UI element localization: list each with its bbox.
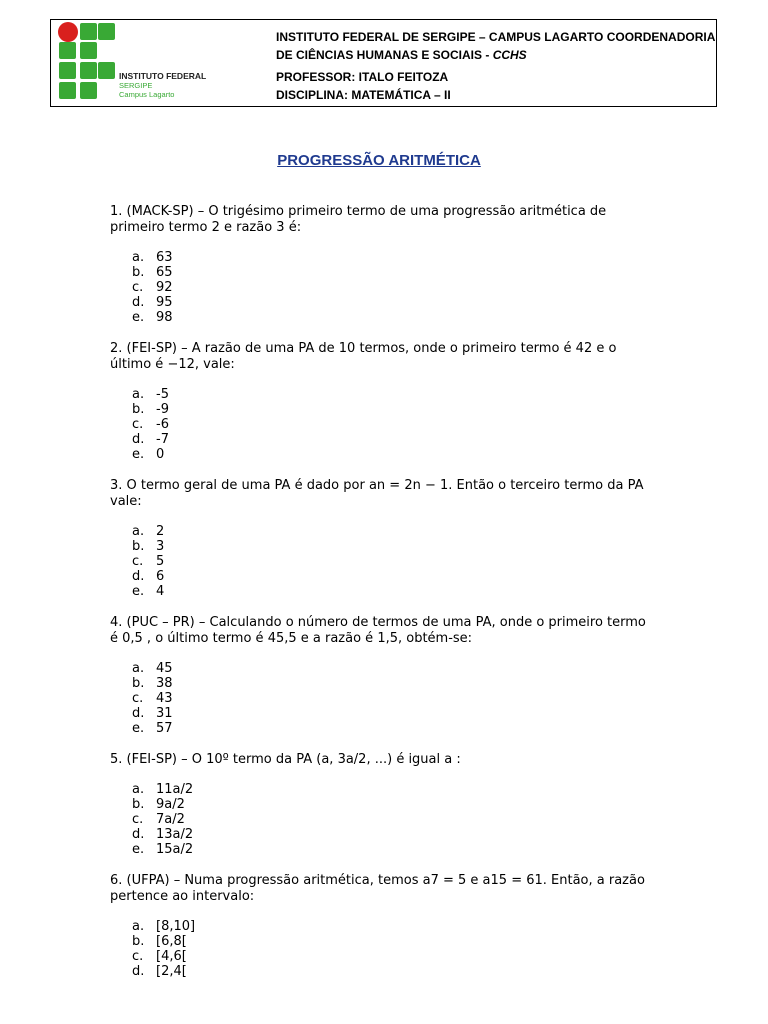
logo-text-state: SERGIPE	[119, 81, 153, 90]
option-value: 95	[156, 295, 173, 310]
option-letter: b.	[132, 797, 145, 812]
option-letter: c.	[132, 417, 144, 432]
department-abbreviation: CCHS	[492, 48, 527, 62]
logo-square	[59, 42, 76, 59]
professor-name: PROFESSOR: ITALO FEITOZA	[276, 70, 449, 84]
header-text-block	[276, 28, 716, 104]
option-letter: c.	[132, 812, 144, 827]
logo-square	[80, 23, 97, 40]
option-value: -7	[156, 432, 169, 447]
option-value: -9	[156, 402, 169, 417]
answer-option	[132, 447, 670, 462]
institution-name: INSTITUTO FEDERAL DE SERGIPE – CAMPUS LAGARTO COORDENADORIA	[276, 30, 716, 44]
logo-square	[80, 42, 97, 59]
question-statement	[110, 873, 670, 905]
option-letter: d.	[132, 827, 145, 842]
option-letter: d.	[132, 295, 145, 310]
option-value: 31	[156, 706, 173, 721]
option-letter: d.	[132, 432, 145, 447]
answer-option	[132, 569, 670, 584]
logo-square	[98, 62, 115, 79]
logo-square	[80, 62, 97, 79]
document-title: PROGRESSÃO ARITMÉTICA	[277, 152, 481, 169]
answer-option	[132, 265, 670, 280]
logo-square	[59, 82, 76, 99]
logo-square	[59, 62, 76, 79]
option-value: 11a/2	[156, 782, 194, 797]
option-value: 63	[156, 250, 173, 265]
question-text-line: último é −12, vale:	[110, 357, 235, 372]
option-value: [6,8[	[156, 934, 187, 949]
option-value: 15a/2	[156, 842, 194, 857]
answer-option	[132, 539, 670, 554]
logo-red-dot	[58, 22, 78, 42]
questions-list	[110, 204, 670, 995]
option-letter: e.	[132, 721, 145, 736]
option-letter: e.	[132, 584, 145, 599]
option-letter: e.	[132, 842, 145, 857]
option-letter: d.	[132, 569, 145, 584]
answer-option	[132, 250, 670, 265]
answer-options	[110, 250, 670, 325]
answer-option	[132, 584, 670, 599]
option-letter: c.	[132, 280, 144, 295]
question-statement	[110, 615, 670, 647]
option-letter: c.	[132, 691, 144, 706]
answer-option	[132, 402, 670, 417]
option-value: 7a/2	[156, 812, 185, 827]
answer-option	[132, 934, 670, 949]
question-text-line: é 0,5 , o último termo é 45,5 e a razão é 1,5, obtém-se:	[110, 631, 473, 646]
option-value: -6	[156, 417, 169, 432]
answer-option	[132, 387, 670, 402]
option-letter: a.	[132, 387, 145, 402]
option-letter: e.	[132, 310, 145, 325]
answer-option	[132, 310, 670, 325]
option-value: 9a/2	[156, 797, 185, 812]
question-text-line: 6. (UFPA) – Numa progressão aritmética, temos a7 = 5 e a15 = 61. Então, a razão	[110, 873, 645, 888]
option-letter: b.	[132, 265, 145, 280]
option-letter: b.	[132, 539, 145, 554]
answer-option	[132, 827, 670, 842]
option-letter: b.	[132, 934, 145, 949]
answer-options	[110, 524, 670, 599]
question-text-line: 4. (PUC – PR) – Calculando o número de termos de uma PA, onde o primeiro termo	[110, 615, 646, 630]
option-letter: a.	[132, 661, 145, 676]
option-value: 65	[156, 265, 173, 280]
option-value: 0	[156, 447, 165, 462]
question-statement	[110, 204, 670, 236]
logo-text-campus: Campus Lagarto	[119, 90, 175, 99]
question-text-line: 2. (FEI-SP) – A razão de uma PA de 10 termos, onde o primeiro termo é 42 e o	[110, 341, 617, 356]
logo-text-institute: INSTITUTO FEDERAL	[119, 71, 207, 81]
option-letter: d.	[132, 964, 145, 979]
option-letter: a.	[132, 524, 145, 539]
option-value: 6	[156, 569, 165, 584]
question-text-line: 5. (FEI-SP) – O 10º termo da PA (a, 3a/2, ...) é igual a :	[110, 752, 461, 767]
answer-options	[110, 782, 670, 857]
answer-option	[132, 797, 670, 812]
answer-option	[132, 554, 670, 569]
answer-options	[110, 919, 670, 979]
institution-logo	[58, 21, 208, 105]
question-text-line: 3. O termo geral de uma PA é dado por an = 2n − 1. Então o terceiro termo da PA	[110, 478, 644, 493]
question-text-line: 1. (MACK-SP) – O trigésimo primeiro termo de uma progressão aritmética de	[110, 204, 607, 219]
option-letter: b.	[132, 676, 145, 691]
question-statement	[110, 752, 670, 768]
answer-option	[132, 964, 670, 979]
document-header	[50, 19, 717, 107]
answer-option	[132, 280, 670, 295]
option-letter: a.	[132, 919, 145, 934]
option-letter: c.	[132, 554, 144, 569]
question-statement	[110, 341, 670, 373]
answer-option	[132, 417, 670, 432]
option-value: 4	[156, 584, 165, 599]
option-value: [4,6[	[156, 949, 187, 964]
option-letter: e.	[132, 447, 145, 462]
option-value: 43	[156, 691, 173, 706]
answer-option	[132, 812, 670, 827]
option-value: 13a/2	[156, 827, 194, 842]
option-value: 38	[156, 676, 173, 691]
answer-options	[110, 661, 670, 736]
answer-option	[132, 721, 670, 736]
answer-option	[132, 661, 670, 676]
logo-square	[80, 82, 97, 99]
option-value: [2,4[	[156, 964, 187, 979]
question-statement	[110, 478, 670, 510]
answer-option	[132, 295, 670, 310]
option-value: 98	[156, 310, 173, 325]
answer-option	[132, 432, 670, 447]
question-text-line: primeiro termo 2 e razão 3 é:	[110, 220, 302, 235]
answer-option	[132, 782, 670, 797]
logo-square	[98, 23, 115, 40]
question-text-line: vale:	[110, 494, 142, 509]
option-value: [8,10]	[156, 919, 196, 934]
answer-option	[132, 524, 670, 539]
department-name: DE CIÊNCIAS HUMANAS E SOCIAIS - CCHS	[276, 48, 527, 62]
answer-option	[132, 691, 670, 706]
answer-option	[132, 676, 670, 691]
answer-option	[132, 706, 670, 721]
discipline-name: DISCIPLINA: MATEMÁTICA – II	[276, 88, 451, 102]
option-letter: c.	[132, 949, 144, 964]
option-value: 45	[156, 661, 173, 676]
answer-option	[132, 949, 670, 964]
answer-option	[132, 842, 670, 857]
answer-option	[132, 919, 670, 934]
option-value: 2	[156, 524, 165, 539]
option-letter: a.	[132, 782, 145, 797]
option-value: 92	[156, 280, 173, 295]
question-text-line: pertence ao intervalo:	[110, 889, 255, 904]
option-value: 5	[156, 554, 165, 569]
option-value: 57	[156, 721, 173, 736]
option-letter: b.	[132, 402, 145, 417]
option-letter: d.	[132, 706, 145, 721]
option-value: -5	[156, 387, 169, 402]
option-letter: a.	[132, 250, 145, 265]
answer-options	[110, 387, 670, 462]
option-value: 3	[156, 539, 165, 554]
